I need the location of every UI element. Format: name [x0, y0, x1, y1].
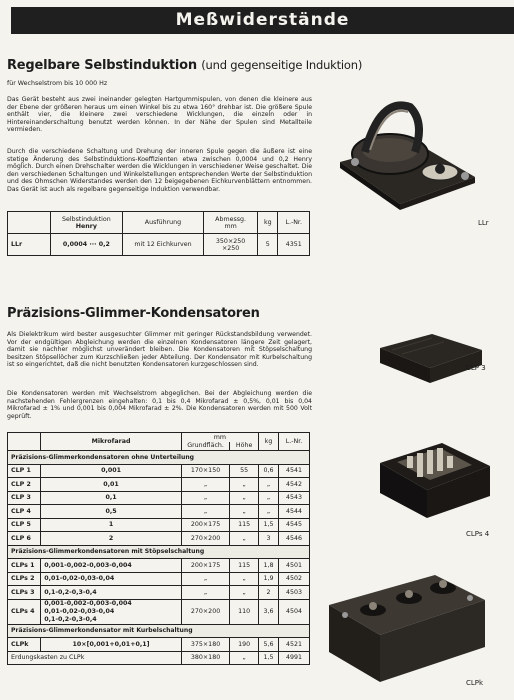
capacitor-clp3-illustration	[372, 328, 487, 388]
table-row	[8, 518, 310, 532]
section1-heading	[7, 58, 362, 73]
cell-name: CLPs 2	[8, 572, 41, 586]
cell-mf: 0,001-0,002-0,003-0,004	[41, 559, 182, 573]
table-row	[8, 491, 310, 505]
header-grundflaeche: Grundfläch.	[181, 442, 229, 451]
cell-mf: 0,01	[41, 478, 182, 492]
cell-name: CLP 6	[8, 532, 41, 546]
section-row-kurbel: Präzisions-Glimmerkondensator mit Kurbelschaltung	[8, 624, 310, 638]
cell-grund: 270×200	[181, 532, 229, 546]
cell-grund: „	[181, 505, 229, 519]
cell-lnr: 4545	[278, 518, 309, 532]
banner	[0, 0, 514, 40]
header-inductance: Selbstinduktion Henry	[50, 212, 122, 234]
section2-paragraph-1: Als Dielektrikum wird bester ausgesuchter Glimmer mit geringer Rückstandsbildung verwendet. Vor der endgültigen Abgleichung werden die einzelnen Kondensatoren längere Zeit gelagert, damit sie nachher möglichst unverändert bleiben. Die Kondensatoren mit Stöpselschaltung besitzen Stöpsellöcher zum Kurzschließen jeder Abteilung. Der Kondensator mit Kurbelschaltung ist so eingerichtet, daß die nicht benutzten Kondensatoren kurzgeschlossen sind.	[7, 331, 312, 369]
table-row	[8, 464, 310, 478]
cell-hoehe: „	[230, 572, 259, 586]
cell-kg: „	[259, 478, 279, 492]
table-row: Erdungskasten zu CLPk 380×180 „ 1,5 4991	[8, 651, 310, 665]
table-header-row	[8, 212, 310, 234]
section1-title: Regelbare Selbstinduktion	[7, 58, 197, 73]
cell-hoehe: „	[230, 586, 259, 600]
cell-name: CLPs 3	[8, 586, 41, 600]
cell-mf: 0,1	[41, 491, 182, 505]
cell-lnr: 4543	[278, 491, 309, 505]
cell-kg: 1,8	[259, 559, 279, 573]
row-inductance: 0,0004 ··· 0,2	[50, 234, 122, 256]
caption-llr: LLr	[478, 219, 489, 227]
section1-paragraph-1: Das Gerät besteht aus zwei ineinander gelegten Hartgummispulen, von denen die kleinere aus der Ebene der größeren heraus um einen Winkel bis zu etwa 160° drehbar ist. Die größere Spule enthält vier, die kleinere zwei verschiedene Wicklungen, die einzeln oder in Hintereinanderschaltung benutzt werden können. In der Nähe der Spulen sind Metallteile vermieden.	[7, 96, 312, 134]
table-row	[8, 586, 310, 600]
cell-hoehe: „	[230, 491, 259, 505]
cell-name: CLP 2	[8, 478, 41, 492]
cell-lnr: 4546	[278, 532, 309, 546]
cell-kg: 1,5	[259, 518, 279, 532]
cell-hoehe: 55	[230, 464, 259, 478]
caption-clpk: CLPk	[466, 679, 484, 687]
capacitor-table	[7, 432, 310, 665]
cell-hoehe: „	[230, 532, 259, 546]
section2-title: Präzisions-Glimmer-Kondensatoren	[7, 306, 260, 321]
cell-mf: 2	[41, 532, 182, 546]
cell-kg: 3	[259, 532, 279, 546]
cell-grund: „	[181, 491, 229, 505]
cell-grund: 200×175	[181, 518, 229, 532]
cell-hoehe: „	[230, 478, 259, 492]
header-mikrofarad: Mikrofarad	[41, 433, 182, 451]
cell-lnr: 4544	[278, 505, 309, 519]
cell-hoehe: 115	[230, 518, 259, 532]
cell-name: CLP 5	[8, 518, 41, 532]
row-ausfuehrung: mit 12 Eichkurven	[122, 234, 203, 256]
cell-name: CLPs 1	[8, 559, 41, 573]
cell-name: CLP 3	[8, 491, 41, 505]
section1-frequency: für Wechselstrom bis 10 000 Hz	[7, 80, 108, 87]
caption-clps4: CLPs 4	[466, 530, 490, 538]
section-row-stoepsel: Präzisions-Glimmerkondensatoren mit Stöpselschaltung	[8, 545, 310, 559]
row-lnr: 4351	[278, 234, 310, 256]
cell-lnr: 4503	[278, 586, 309, 600]
header-lnr: L.-Nr.	[278, 212, 310, 234]
cell-mf: 0,01-0,02-0,03-0,04	[41, 572, 182, 586]
caption-clp3: CLP 3	[466, 364, 486, 372]
cell-lnr: 4502	[278, 572, 309, 586]
table-row	[8, 559, 310, 573]
header-lnr: L.-Nr.	[278, 433, 309, 451]
cell-grund: „	[181, 586, 229, 600]
cell-kg: „	[259, 505, 279, 519]
cell-mf: 0,001	[41, 464, 182, 478]
table-row: CLPs 4 0,001-0,002-0,003-0,004 0,01-0,02-0,03-0,04 0,1-0,2-0,3-0,4 270×200 110 3,6 4504	[8, 599, 310, 624]
cell-hoehe: 115	[230, 559, 259, 573]
section2-paragraph-2: Die Kondensatoren werden mit Wechselstrom abgeglichen. Bei der Abgleichung werden die nachstehenden Fehlergrenzen eingehalten: 0,1 bis 0,4 Mikrofarad ± 0,5%, 0,01 bis 0,04 Mikrofarad ± 1% und 0,001 bis 0,004 Mikrofarad ± 2%. Die Kondensatoren werden mit 500 Volt geprüft.	[7, 390, 312, 420]
header-hoehe: Höhe	[230, 442, 259, 451]
inductor-illustration	[330, 92, 480, 212]
cell-grund: „	[181, 572, 229, 586]
table-row	[8, 234, 310, 256]
table-row: CLPk 10×[0,001+0,01+0,1] 375×180 190 5,6 4521	[8, 638, 310, 652]
cell-kg: 2	[259, 586, 279, 600]
section1-subtitle: (und gegenseitige Induktion)	[201, 58, 363, 72]
table-row	[8, 478, 310, 492]
table-row	[8, 505, 310, 519]
row-abmessung: 350×250 ×250	[204, 234, 258, 256]
cell-lnr: 4541	[278, 464, 309, 478]
cell-name: CLP 4	[8, 505, 41, 519]
row-name: LLr	[8, 234, 51, 256]
section1-paragraph-2: Durch die verschiedene Schaltung und Drehung der inneren Spule gegen die äußere ist eine stetige Änderung des Selbstinduktions-Koeffizienten etwa zwischen 0,0004 und 0,2 Henry möglich. Durch einen Drehschalter werden die Wicklungen in verschiedener Weise geschaltet. Die den verschiedenen Schaltungen und Winkelstellungen entsprechenden Werte der Selbstinduktion und des Ohmschen Widerstandes werden den 12 beigegebenen Eichkurvenblättern entnommen. Das Gerät ist auch als regelbare gegenseitige Induktion verwendbar.	[7, 148, 312, 193]
cell-mf: 0,1-0,2-0,3-0,4	[41, 586, 182, 600]
cell-lnr: 4542	[278, 478, 309, 492]
cell-mf: 1	[41, 518, 182, 532]
header-ausfuehrung: Ausführung	[122, 212, 203, 234]
section-row-ohne: Präzisions-Glimmerkondensatoren ohne Unterteilung	[8, 451, 310, 465]
cell-kg: „	[259, 491, 279, 505]
cell-lnr: 4501	[278, 559, 309, 573]
row-kg: 5	[258, 234, 278, 256]
capacitor-clps4-illustration	[372, 418, 492, 528]
inductance-table	[7, 211, 310, 256]
cell-grund: „	[181, 478, 229, 492]
table-header-row	[8, 433, 310, 442]
cell-grund: 170×150	[181, 464, 229, 478]
banner-title: Meßwiderstände	[11, 7, 514, 34]
header-kg: kg	[259, 433, 279, 451]
header-mm: mm	[181, 433, 258, 442]
table-row	[8, 572, 310, 586]
header-kg: kg	[258, 212, 278, 234]
cell-hoehe: „	[230, 505, 259, 519]
cell-kg: 0,6	[259, 464, 279, 478]
cell-name: CLP 1	[8, 464, 41, 478]
cell-grund: 200×175	[181, 559, 229, 573]
capacitor-clpk-illustration	[325, 560, 490, 690]
cell-mf: 0,5	[41, 505, 182, 519]
table-row	[8, 532, 310, 546]
header-abmessung: Abmessg. mm	[204, 212, 258, 234]
cell-kg: 1,9	[259, 572, 279, 586]
